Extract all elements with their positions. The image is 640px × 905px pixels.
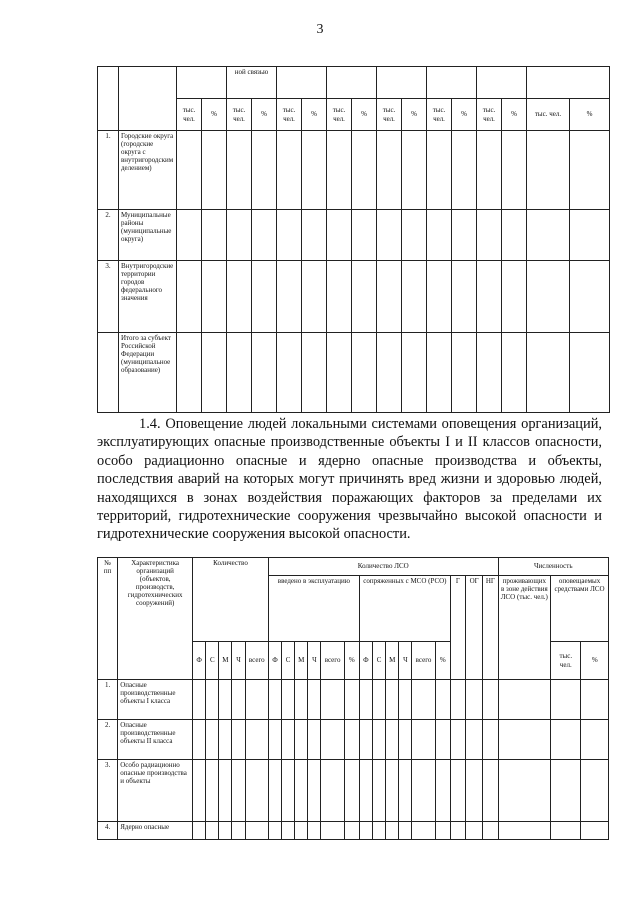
- sub-total: всего: [412, 642, 435, 680]
- row-number: 3.: [98, 760, 118, 822]
- sub-ch: Ч: [232, 642, 245, 680]
- unit-percent: %: [302, 99, 327, 131]
- col-living-header: проживающих в зоне действия ЛСО (тыс. чел.): [498, 576, 551, 680]
- sub-percent: %: [344, 642, 359, 680]
- sub-s: С: [373, 642, 386, 680]
- row-label: Городские округа (городские округа с внутригородским делением): [119, 131, 177, 210]
- row-number: 2.: [98, 720, 118, 760]
- col-characteristic-header: Характеристика организаций (объектов, производств, гидротехнических сооружений): [118, 558, 193, 680]
- row-number: 3.: [98, 261, 119, 333]
- table1-header-row: [98, 67, 610, 99]
- sub-f: Ф: [193, 642, 206, 680]
- sub-ch: Ч: [399, 642, 412, 680]
- unit-thousand: тыс. чел.: [377, 99, 402, 131]
- unit-thousand: тыс. чел.: [477, 99, 502, 131]
- table-row: [98, 822, 609, 840]
- col-notified-header: оповещаемых средствами ЛСО: [551, 576, 609, 642]
- table-row: [98, 131, 610, 210]
- unit-percent: %: [452, 99, 477, 131]
- sub-s: С: [282, 642, 295, 680]
- table-row: [98, 261, 610, 333]
- col-paired-header: сопряженных с МСО (РСО): [359, 576, 450, 642]
- row-label: Опасные производственные объекты I класса: [118, 680, 193, 720]
- row-number: 1.: [98, 680, 118, 720]
- section-paragraph: 1.4. Оповещение людей локальными системами оповещения организаций, эксплуатирующих опасные производственные объекты I и II классов опасности, особо радиационно опасные и ядерно опасные производства и объекты, последствия аварий на которых могут причинять вред жизни и здоровью людей, находящихся в зонах воздействия поражающих факторов за пределами их территорий, гидротехнические сооружения чрезвычайно высокой опасности и гидротехнические сооружения высокой опасности.: [97, 416, 602, 543]
- page-number: 3: [316, 22, 324, 37]
- table-row: [98, 680, 609, 720]
- sub-total: всего: [321, 642, 344, 680]
- sub-m: М: [219, 642, 232, 680]
- sub-thousand: тыс. чел.: [551, 642, 581, 680]
- col-commissioned-header: введено в эксплуатацию: [268, 576, 359, 642]
- unit-thousand: тыс. чел.: [177, 99, 202, 131]
- sub-percent: %: [435, 642, 450, 680]
- row-number: [98, 333, 119, 413]
- col-quantity-header: Количество: [193, 558, 269, 642]
- unit-percent: %: [252, 99, 277, 131]
- lso-table: [97, 557, 609, 840]
- sub-total: всего: [245, 642, 268, 680]
- col-lso-quantity-header: Количество ЛСО: [268, 558, 498, 576]
- unit-percent: %: [402, 99, 427, 131]
- unit-thousand: тыс. чел.: [327, 99, 352, 131]
- unit-thousand: тыс. чел.: [227, 99, 252, 131]
- col-og-header: ОГ: [466, 576, 483, 680]
- col-g-header: Г: [450, 576, 465, 680]
- sub-f: Ф: [268, 642, 281, 680]
- row-label: Особо радиационно опасные производства и объекты: [118, 760, 193, 822]
- row-label: Опасные производственные объекты II класса: [118, 720, 193, 760]
- sub-ch: Ч: [308, 642, 321, 680]
- col-population-header: Численность: [498, 558, 608, 576]
- table-row: [98, 210, 610, 261]
- col-ng-header: НГ: [483, 576, 498, 680]
- unit-percent: %: [352, 99, 377, 131]
- unit-thousand: тыс. чел.: [277, 99, 302, 131]
- table-row: [98, 720, 609, 760]
- row-label: Итого за субъект Российской Федерации (муниципальное образование): [119, 333, 177, 413]
- unit-thousand: тыс. чел.: [427, 99, 452, 131]
- row-label: Внутригородские территории городов федерального значения: [119, 261, 177, 333]
- row-label: Муниципальные районы (муниципальные округа): [119, 210, 177, 261]
- table-row: [98, 760, 609, 822]
- sub-m: М: [386, 642, 399, 680]
- table-row: [98, 333, 610, 413]
- row-number: 4.: [98, 822, 118, 840]
- col-num-header: № пп: [98, 558, 118, 680]
- unit-percent: %: [570, 99, 610, 131]
- table2-header-row1: [98, 558, 609, 576]
- row-label: Ядерно опасные: [118, 822, 193, 840]
- sub-percent: %: [581, 642, 609, 680]
- sub-f: Ф: [359, 642, 372, 680]
- unit-thousand-wide: тыс. чел.: [527, 99, 570, 131]
- row-number: 2.: [98, 210, 119, 261]
- notification-table-continued: [97, 66, 610, 413]
- sub-s: С: [206, 642, 219, 680]
- row-number: 1.: [98, 131, 119, 210]
- table1-group-header: ной связью: [227, 67, 277, 99]
- unit-percent: %: [202, 99, 227, 131]
- unit-percent: %: [502, 99, 527, 131]
- sub-m: М: [295, 642, 308, 680]
